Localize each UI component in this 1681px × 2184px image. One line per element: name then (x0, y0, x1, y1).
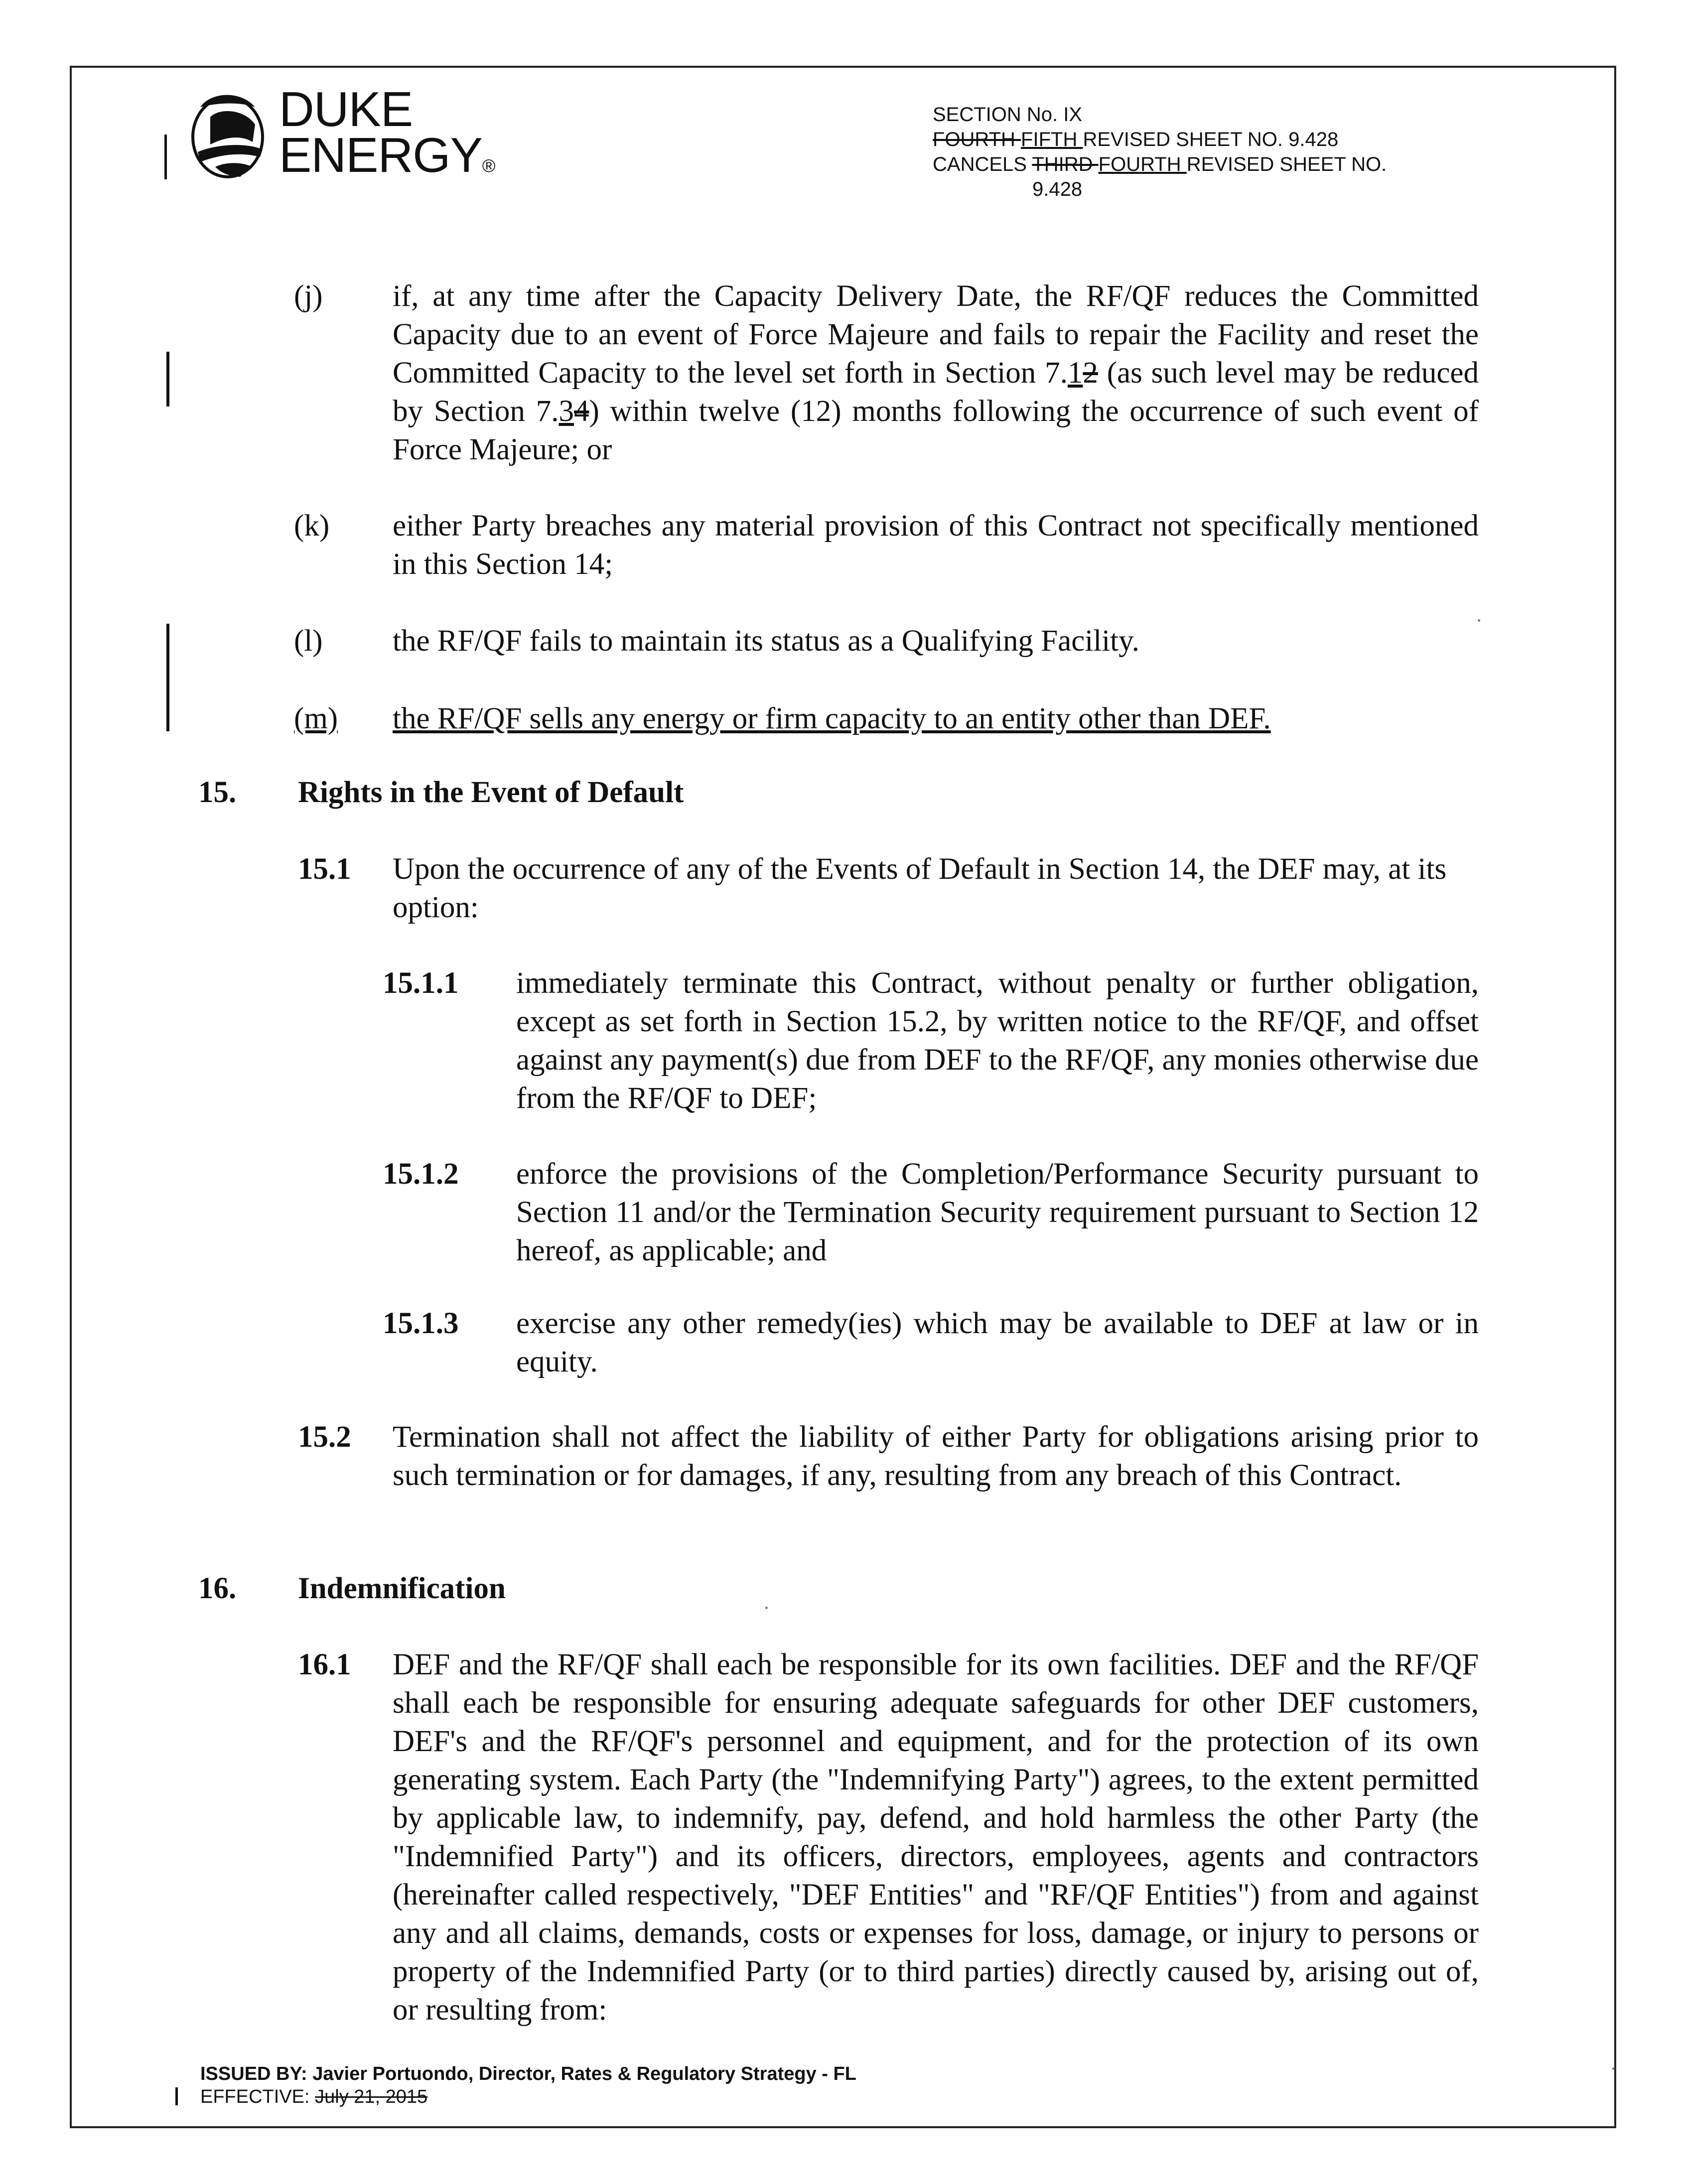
section-16-1-text: DEF and the RF/QF shall each be responsible for its own facilities. DEF and the RF/QF shall each be responsible for ensuring adequate safeguards for other DEF customers, DEF's and the RF/QF's personnel and equipment, and for the protection of its own generating system. Each Party (the "Indemnifying Party") agrees, to the extent permitted by applicable law, to indemnify, pay, defend, and hold harmless the other Party (the "Indemnified Party") and its officers, directors, employees, agents and contractors (hereinafter called respectively, "DEF Entities" and "RF/QF Entities") from and against any and all claims, demands, costs or expenses for loss, damage, or injury to persons or property of the Indemnified Party (or to third parties) directly caused by, arising out of, or resulting from: (393, 1648, 1479, 2027)
section-15-number: 15. (198, 776, 237, 809)
inserted-text: 1 (1067, 356, 1083, 390)
deleted-text: THIRD (1032, 153, 1099, 175)
registered-mark: ® (482, 155, 495, 176)
section-16-number: 16. (198, 1572, 237, 1605)
item-k-text: either Party breaches any material provision of this Contract not specifically mentioned in this Section 14; (393, 509, 1479, 581)
scan-speck (1612, 2067, 1615, 2070)
section-15-1-number: 15.1 (298, 852, 351, 886)
item-label-j: (j) (294, 279, 323, 313)
section-16-1-number: 16.1 (298, 1648, 351, 1681)
inserted-text: FOURTH (1098, 153, 1187, 175)
section-15-1-1-text: immediately terminate this Contract, without penalty or further obligation, except as set forth in Section 15.2, by written notice to the RF/QF, and offset against any payment(s) due from DEF to the RF/QF, any monies otherwise due from the RF/QF to DEF; (516, 966, 1479, 1115)
section-15-2-number: 15.2 (298, 1420, 351, 1454)
logo-wordmark (279, 82, 495, 189)
section-15-2-text: Termination shall not affect the liability of either Party for obligations arising prior to such termination or for damages, if any, resulting from any breach of this Contract. (393, 1420, 1479, 1492)
revised-sheet-line: FOURTH FIFTH REVISED SHEET NO. 9.428 (933, 129, 1339, 150)
logo-line-duke: DUKE (279, 82, 413, 136)
section-15-1-2-number: 15.1.2 (383, 1157, 459, 1191)
section-15-1-2-text: enforce the provisions of the Completion/Performance Security pursuant to Section 11 and/or the Termination Security requirement pursuant to Section 12 hereof, as applicable; and (516, 1157, 1479, 1267)
logo-line-energy: ENERGY® (279, 128, 495, 182)
item-label-l: (l) (294, 624, 323, 658)
section-15-1-3-number: 15.1.3 (383, 1307, 459, 1340)
item-j-text: if, at any time after the Capacity Delivery Date, the RF/QF reduces the Committed Capacity due to an event of Force Majeure and fails to repair the Facility and reset the Committed Capacity to the level set forth in Section 7.12 (as such level may be reduced by Section 7.34) within twelve (12) months following the occurrence of such event of Force Majeure; or (393, 279, 1479, 466)
deleted-text: 2 (1083, 356, 1098, 390)
logo-change-bar (164, 135, 167, 179)
cancels-sheet-line: CANCELS THIRD FOURTH REVISED SHEET NO. (933, 153, 1387, 175)
deleted-text: FOURTH (933, 129, 1021, 150)
deleted-text: July 21, 2015 (315, 2086, 428, 2107)
duke-energy-logo (180, 82, 499, 187)
deleted-text: 4 (573, 395, 589, 428)
item-label-m: (m) (294, 702, 338, 735)
section-16-title: Indemnification (298, 1572, 506, 1605)
scan-speck (1478, 619, 1480, 622)
inserted-text: 3 (559, 395, 574, 428)
footer-change-bar (175, 2087, 178, 2105)
change-bar (166, 352, 169, 407)
inserted-text: FIFTH (1021, 129, 1083, 150)
section-15-title: Rights in the Event of Default (298, 776, 684, 809)
item-m-text: the RF/QF sells any energy or firm capacity to an entity other than DEF. (393, 702, 1271, 735)
item-label-k: (k) (294, 509, 330, 543)
section-15-1-3-text: exercise any other remedy(ies) which may be available to DEF at law or in equity. (516, 1307, 1479, 1378)
change-bar (166, 624, 169, 731)
scan-speck (765, 1607, 768, 1609)
sheet-header (933, 102, 1387, 202)
effective-line: EFFECTIVE: July 21, 2015 (200, 2086, 428, 2107)
section-15-1-1-number: 15.1.1 (383, 966, 459, 1000)
cancels-sheet-number: 9.428 (1032, 178, 1083, 200)
issued-by-line: ISSUED BY: Javier Portuondo, Director, Rates & Regulatory Strategy - FL (200, 2063, 856, 2084)
duke-energy-globe-icon (180, 87, 275, 182)
section-15-1-text: Upon the occurrence of any of the Events of Default in Section 14, the DEF may, at its option: (393, 852, 1447, 924)
item-l-text: the RF/QF fails to maintain its status as a Qualifying Facility. (393, 624, 1139, 658)
section-number: SECTION No. IX (933, 104, 1083, 126)
